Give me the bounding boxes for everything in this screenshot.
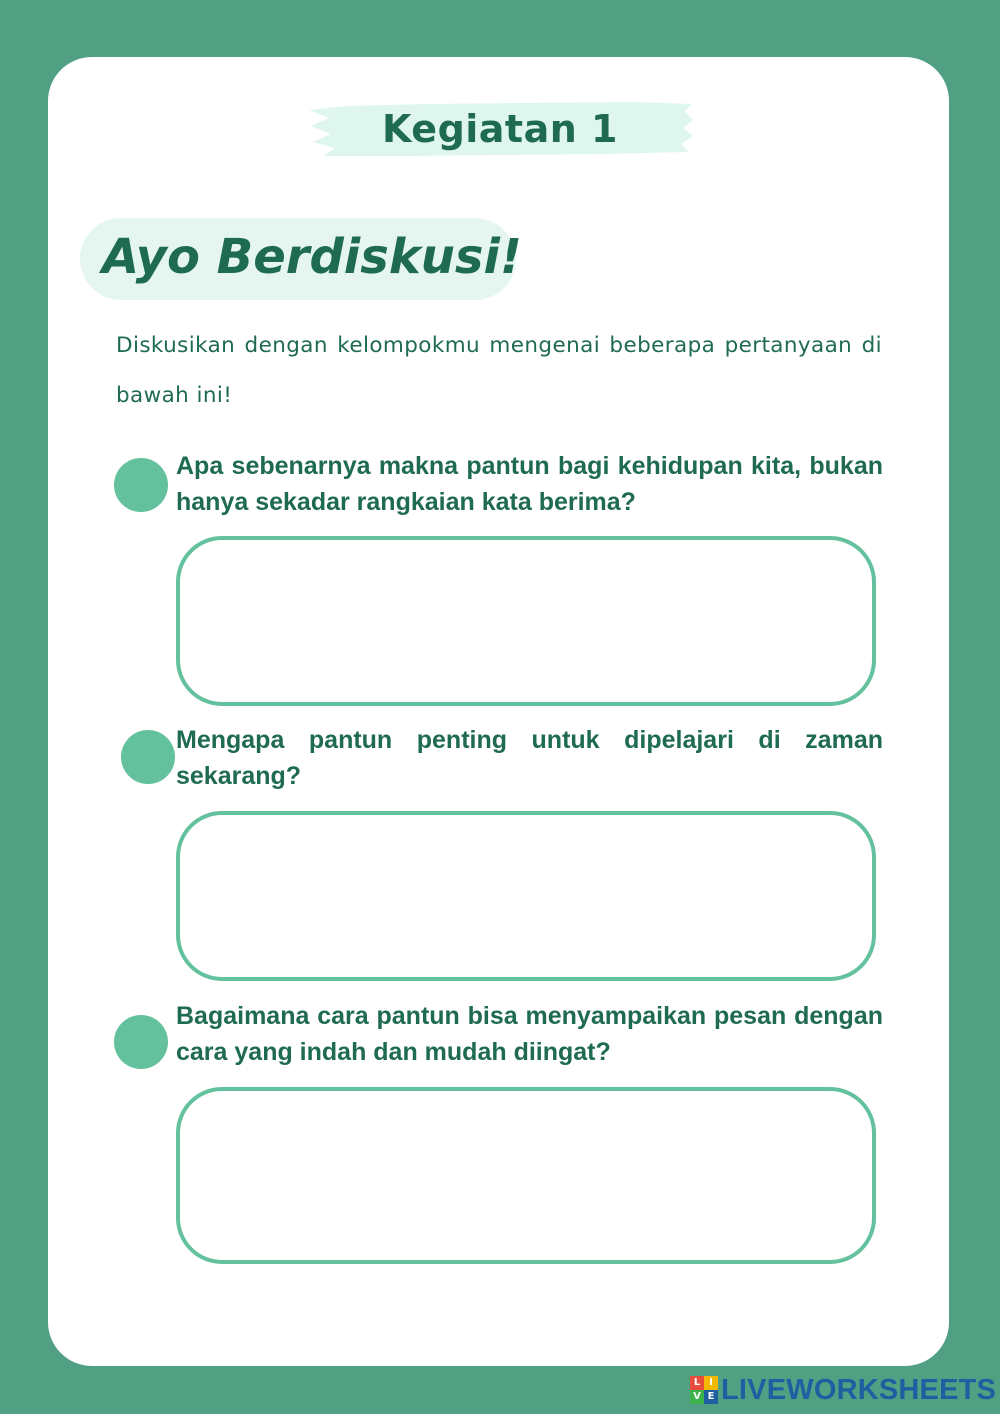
logo-letter: V — [690, 1390, 704, 1404]
question-bullet-3 — [114, 1015, 168, 1069]
liveworksheets-logo-icon — [690, 1376, 718, 1404]
answer-box-3[interactable] — [176, 1087, 876, 1264]
logo-letter: I — [704, 1376, 718, 1390]
section-heading: Ayo Berdiskusi! — [102, 229, 522, 285]
question-3-text: Bagaimana cara pantun bisa menyampaikan pesan dengan cara yang indah dan mudah diingat? — [176, 1002, 883, 1066]
answer-box-2[interactable] — [176, 811, 876, 981]
logo-letter: E — [704, 1390, 718, 1404]
watermark-text: LIVEWORKSHEETS — [721, 1373, 997, 1406]
question-2-text: Mengapa pantun penting untuk dipelajari di zaman sekarang? — [176, 726, 883, 790]
instruction-text: Diskusikan dengan kelompokmu mengenai beberapa pertanyaan di bawah ini! — [116, 333, 882, 408]
liveworksheets-watermark — [690, 1372, 996, 1408]
page-title: Kegiatan 1 — [382, 107, 618, 151]
question-bullet-2 — [121, 730, 175, 784]
question-1-text: Apa sebenarnya makna pantun bagi kehidupan kita, bukan hanya sekadar rangkaian kata berima? — [176, 452, 883, 516]
title-banner — [305, 100, 695, 158]
answer-box-1[interactable] — [176, 536, 876, 706]
question-bullet-1 — [114, 458, 168, 512]
logo-letter: L — [690, 1376, 704, 1390]
